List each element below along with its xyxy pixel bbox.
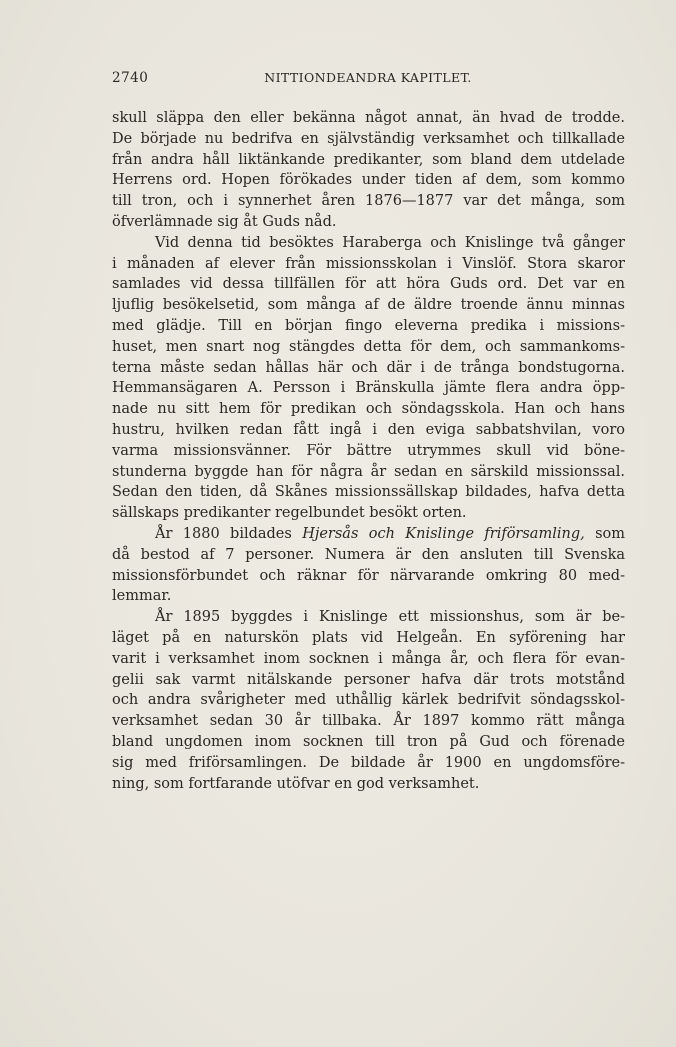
- text-line: [112, 441, 625, 462]
- text-segment: öfverlämnade sig åt Guds nåd.: [112, 213, 337, 230]
- text-segment: sig med friförsamlingen. De bildade år 1900 en ungdomsföre-: [112, 754, 625, 771]
- italic-segment: Hjersås och Knislinge friförsamling,: [302, 525, 585, 542]
- page-number: 2740: [112, 70, 149, 86]
- text-line: [112, 399, 625, 420]
- text-segment: År 1895 byggdes i Knislinge ett missionshus, som är be-: [155, 609, 625, 626]
- text-segment: verksamhet sedan 30 år tillbaka. År 1897 kommo rätt många: [112, 713, 625, 730]
- text-line: [112, 545, 625, 566]
- text-line: [112, 274, 625, 295]
- text-line: [112, 690, 625, 711]
- text-line: [112, 254, 625, 275]
- text-segment: samlades vid dessa tillfällen för att höra Guds ord. Det var en: [112, 276, 625, 293]
- text-line: [112, 150, 625, 171]
- text-segment: med glädje. Till en början fingo eleverna predika i missions-: [112, 317, 625, 334]
- text-line: [112, 774, 625, 795]
- text-line: [112, 358, 625, 379]
- text-segment: hustru, hvilken redan fått ingå i den eviga sabbatshvilan, voro: [112, 421, 625, 438]
- text-line: [112, 108, 625, 129]
- text-segment: huset, men snart nog stängdes detta för dem, och sammankoms-: [112, 338, 625, 355]
- text-line: [112, 482, 625, 503]
- text-line: [112, 503, 625, 524]
- text-segment: missionsförbundet och räknar för närvarande omkring 80 med-: [112, 567, 625, 584]
- text-line: [112, 732, 625, 753]
- text-segment: varit i verksamhet inom socknen i många år, och flera för evan-: [112, 650, 625, 667]
- text-line: [112, 524, 625, 545]
- text-segment: lemmar.: [112, 588, 172, 605]
- text-segment: stunderna byggde han för några år sedan en särskild missionssal.: [112, 463, 625, 480]
- text-line: [112, 129, 625, 150]
- text-segment: till tron, och i synnerhet åren 1876—1877 var det många, som: [112, 193, 625, 210]
- text-line: [112, 670, 625, 691]
- text-line: [112, 170, 625, 191]
- text-line: [112, 295, 625, 316]
- text-segment: De började nu bedrifva en självständig verksamhet och tillkallade: [112, 130, 625, 147]
- text-segment: terna måste sedan hållas här och där i de trånga bondstugorna.: [112, 359, 625, 376]
- text-line: [112, 566, 625, 587]
- text-line: [112, 649, 625, 670]
- text-segment: Sedan den tiden, då Skånes missionssällskap bildades, hafva detta: [112, 484, 625, 501]
- text-segment: från andra håll liktänkande predikanter, som bland dem utdelade: [112, 151, 625, 168]
- text-line: [112, 586, 625, 607]
- text-line: [112, 607, 625, 628]
- text-line: [112, 628, 625, 649]
- text-segment: ning, som fortfarande utöfvar en god verksamhet.: [112, 775, 480, 792]
- text-line: [112, 462, 625, 483]
- text-segment: ljuflig besökelsetid, som många af de äldre troende ännu minnas: [112, 297, 625, 314]
- running-head: [112, 70, 624, 92]
- text-line: [112, 233, 625, 254]
- text-segment: Hemmansägaren A. Persson i Bränskulla jämte flera andra öpp-: [112, 380, 625, 397]
- text-segment: då bestod af 7 personer. Numera är den ansluten till Svenska: [112, 546, 625, 563]
- text-line: [112, 711, 625, 732]
- text-segment: skull släppa den eller bekänna något annat, än hvad de trodde.: [112, 110, 625, 126]
- text-segment: Herrens ord. Hopen förökades under tiden af dem, som kommo: [112, 172, 625, 189]
- text-segment: gelii sak varmt nitälskande personer hafva där trots motstånd: [112, 671, 625, 688]
- text-line: [112, 212, 625, 233]
- text-segment: varma missionsvänner. För bättre utrymmes skull vid böne-: [112, 442, 625, 459]
- body-text: [112, 108, 625, 794]
- text-segment: År 1880 bildades: [155, 525, 303, 542]
- text-segment: och andra svårigheter med uthållig kärlek bedrifvit söndagsskol-: [112, 692, 625, 709]
- text-segment: bland ungdomen inom socknen till tron på Gud och förenade: [112, 733, 625, 750]
- text-line: [112, 753, 625, 774]
- text-segment: läget på en naturskön plats vid Helgeån. En syförening har: [112, 629, 625, 646]
- text-line: [112, 378, 625, 399]
- text-line: [112, 191, 625, 212]
- text-line: [112, 316, 625, 337]
- chapter-title: NITTIONDEANDRA KAPITLET.: [264, 70, 472, 85]
- text-segment: sällskaps predikanter regelbundet besökt orten.: [112, 505, 467, 522]
- text-segment: i månaden af elever från missionsskolan i Vinslöf. Stora skaror: [112, 255, 625, 272]
- text-line: [112, 420, 625, 441]
- text-line: [112, 337, 625, 358]
- text-segment: som: [584, 525, 626, 542]
- text-segment: Vid denna tid besöktes Haraberga och Knislinge två gånger: [155, 234, 625, 251]
- text-segment: nade nu sitt hem för predikan och söndagsskola. Han och hans: [112, 401, 625, 418]
